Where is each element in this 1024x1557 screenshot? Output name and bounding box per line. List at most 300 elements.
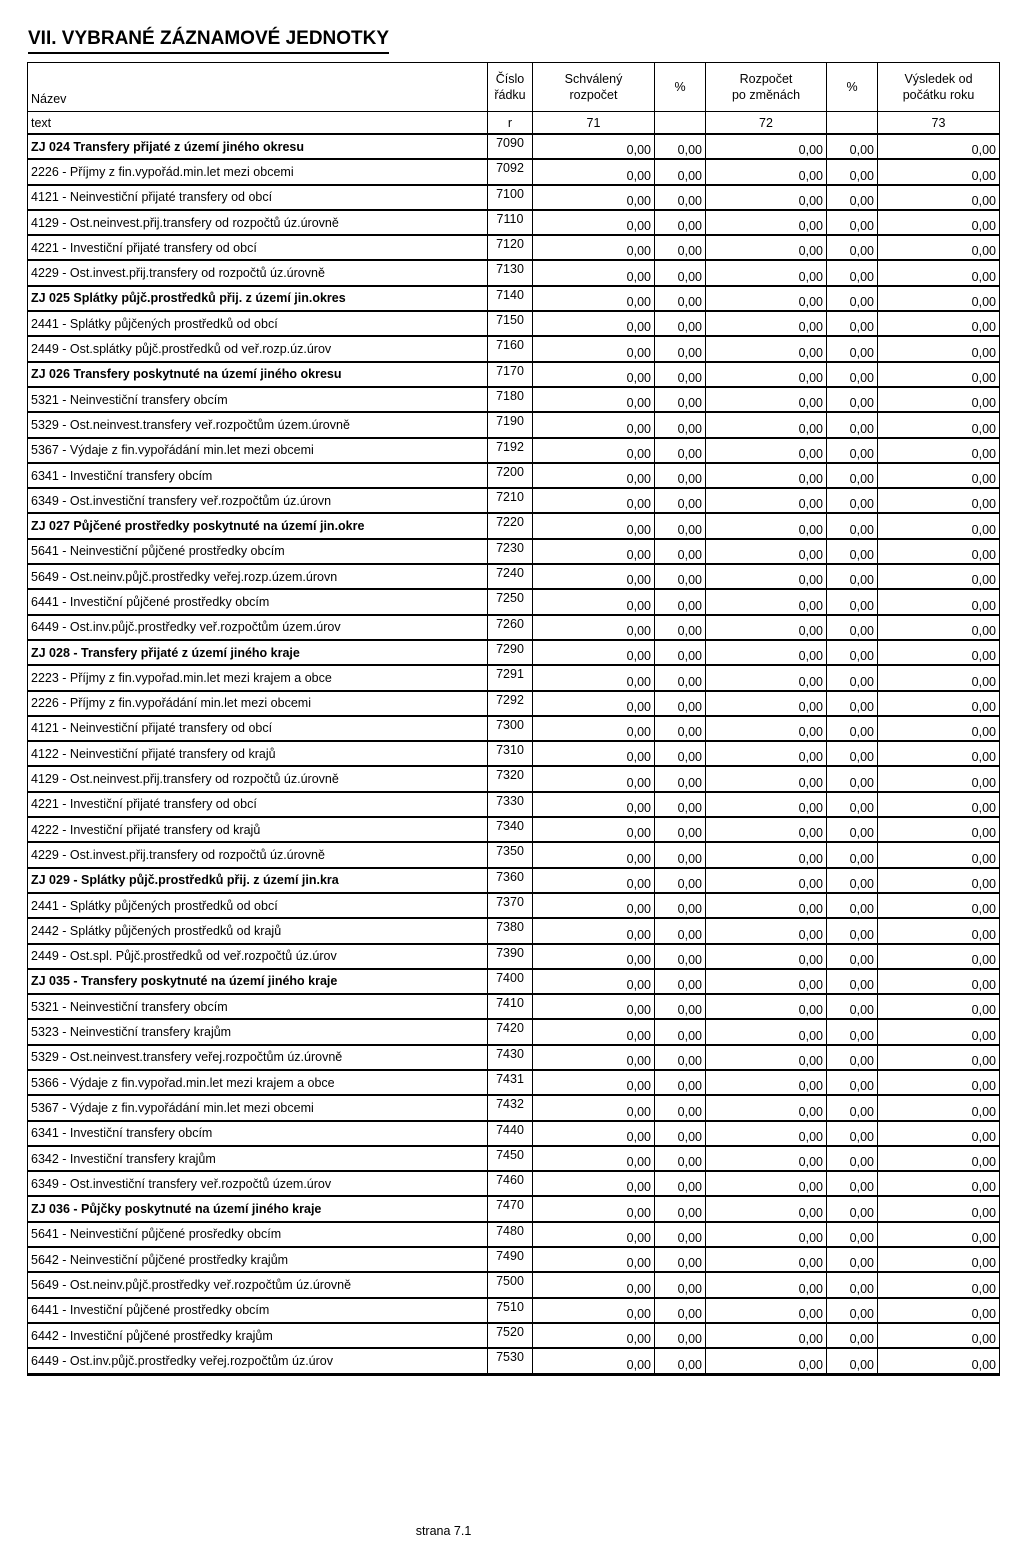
row-schvaleny-rozpocet: 0,00 <box>533 640 655 665</box>
row-schvaleny-rozpocet: 0,00 <box>533 235 655 260</box>
row-name: 5329 - Ost.neinvest.transfery veř.rozpočtům územ.úrovně <box>28 412 488 437</box>
row-schvaleny-rozpocet: 0,00 <box>533 134 655 159</box>
row-vysledek: 0,00 <box>878 488 1000 513</box>
row-percent-1: 0,00 <box>655 1272 706 1297</box>
row-name: ZJ 036 - Půjčky poskytnuté na území jiného kraje <box>28 1196 488 1221</box>
row-line-number: 7330 <box>488 792 533 817</box>
row-line-number: 7190 <box>488 412 533 437</box>
table-row <box>28 185 1000 210</box>
row-rozpocet-po-zmenach: 0,00 <box>706 1121 827 1146</box>
table-row <box>28 1121 1000 1146</box>
row-vysledek: 0,00 <box>878 589 1000 614</box>
row-vysledek: 0,00 <box>878 286 1000 311</box>
row-schvaleny-rozpocet: 0,00 <box>533 918 655 943</box>
row-percent-2: 0,00 <box>827 159 878 184</box>
row-percent-2: 0,00 <box>827 1171 878 1196</box>
row-percent-1: 0,00 <box>655 412 706 437</box>
row-vysledek: 0,00 <box>878 893 1000 918</box>
row-vysledek: 0,00 <box>878 210 1000 235</box>
row-vysledek: 0,00 <box>878 792 1000 817</box>
row-percent-1: 0,00 <box>655 1247 706 1272</box>
table-row <box>28 1196 1000 1221</box>
row-name: 6441 - Investiční půjčené prostředky obcím <box>28 1298 488 1323</box>
row-schvaleny-rozpocet: 0,00 <box>533 260 655 285</box>
header-rozpocet-po-zmenach: Rozpočet po změnách <box>706 63 827 112</box>
row-rozpocet-po-zmenach: 0,00 <box>706 159 827 184</box>
row-line-number: 7100 <box>488 185 533 210</box>
table-row <box>28 994 1000 1019</box>
row-vysledek: 0,00 <box>878 1095 1000 1120</box>
table-row <box>28 539 1000 564</box>
table-row <box>28 463 1000 488</box>
row-percent-1: 0,00 <box>655 969 706 994</box>
row-percent-1: 0,00 <box>655 438 706 463</box>
row-name: 2449 - Ost.splátky půjč.prostředků od veř.rozp.úz.úrov <box>28 336 488 361</box>
row-line-number: 7420 <box>488 1019 533 1044</box>
table-row <box>28 134 1000 159</box>
row-vysledek: 0,00 <box>878 336 1000 361</box>
row-schvaleny-rozpocet: 0,00 <box>533 716 655 741</box>
row-name: 4121 - Neinvestiční přijaté transfery od obcí <box>28 185 488 210</box>
row-schvaleny-rozpocet: 0,00 <box>533 1298 655 1323</box>
row-percent-1: 0,00 <box>655 640 706 665</box>
row-vysledek: 0,00 <box>878 944 1000 969</box>
row-rozpocet-po-zmenach: 0,00 <box>706 539 827 564</box>
row-percent-2: 0,00 <box>827 691 878 716</box>
row-rozpocet-po-zmenach: 0,00 <box>706 969 827 994</box>
row-line-number: 7410 <box>488 994 533 1019</box>
row-schvaleny-rozpocet: 0,00 <box>533 842 655 867</box>
row-vysledek: 0,00 <box>878 640 1000 665</box>
row-percent-2: 0,00 <box>827 1070 878 1095</box>
row-schvaleny-rozpocet: 0,00 <box>533 488 655 513</box>
row-rozpocet-po-zmenach: 0,00 <box>706 362 827 387</box>
row-percent-1: 0,00 <box>655 1019 706 1044</box>
row-vysledek: 0,00 <box>878 1348 1000 1374</box>
row-percent-1: 0,00 <box>655 868 706 893</box>
row-rozpocet-po-zmenach: 0,00 <box>706 766 827 791</box>
row-line-number: 7360 <box>488 868 533 893</box>
row-line-number: 7291 <box>488 665 533 690</box>
row-vysledek: 0,00 <box>878 665 1000 690</box>
table-row <box>28 817 1000 842</box>
header-cislo-radku: Číslo řádku <box>488 63 533 112</box>
row-name: 6349 - Ost.investiční transfery veř.rozpočtů územ.úrov <box>28 1171 488 1196</box>
row-schvaleny-rozpocet: 0,00 <box>533 969 655 994</box>
row-name: 6449 - Ost.inv.půjč.prostředky veř.rozpočtům územ.úrov <box>28 615 488 640</box>
row-schvaleny-rozpocet: 0,00 <box>533 362 655 387</box>
row-vysledek: 0,00 <box>878 741 1000 766</box>
row-name: 5641 - Neinvestiční půjčené prostředky obcím <box>28 539 488 564</box>
row-rozpocet-po-zmenach: 0,00 <box>706 589 827 614</box>
row-rozpocet-po-zmenach: 0,00 <box>706 1222 827 1247</box>
row-percent-2: 0,00 <box>827 741 878 766</box>
row-schvaleny-rozpocet: 0,00 <box>533 944 655 969</box>
row-schvaleny-rozpocet: 0,00 <box>533 994 655 1019</box>
subheader-73: 73 <box>878 112 1000 135</box>
row-vysledek: 0,00 <box>878 412 1000 437</box>
row-percent-2: 0,00 <box>827 1019 878 1044</box>
row-name: 5323 - Neinvestiční transfery krajům <box>28 1019 488 1044</box>
row-percent-1: 0,00 <box>655 1146 706 1171</box>
row-percent-2: 0,00 <box>827 792 878 817</box>
row-schvaleny-rozpocet: 0,00 <box>533 1095 655 1120</box>
row-percent-2: 0,00 <box>827 640 878 665</box>
row-line-number: 7380 <box>488 918 533 943</box>
row-schvaleny-rozpocet: 0,00 <box>533 311 655 336</box>
row-rozpocet-po-zmenach: 0,00 <box>706 564 827 589</box>
row-percent-1: 0,00 <box>655 185 706 210</box>
row-schvaleny-rozpocet: 0,00 <box>533 336 655 361</box>
table-row <box>28 918 1000 943</box>
row-percent-1: 0,00 <box>655 1222 706 1247</box>
row-schvaleny-rozpocet: 0,00 <box>533 539 655 564</box>
row-name: ZJ 024 Transfery přijaté z území jiného okresu <box>28 134 488 159</box>
row-percent-1: 0,00 <box>655 741 706 766</box>
table-row <box>28 286 1000 311</box>
row-name: ZJ 035 - Transfery poskytnuté na území jiného kraje <box>28 969 488 994</box>
row-percent-2: 0,00 <box>827 463 878 488</box>
row-vysledek: 0,00 <box>878 842 1000 867</box>
row-line-number: 7180 <box>488 387 533 412</box>
row-percent-1: 0,00 <box>655 994 706 1019</box>
row-name: 6449 - Ost.inv.půjč.prostředky veřej.rozpočtům úz.úrov <box>28 1348 488 1374</box>
row-name: 5649 - Ost.neinv.půjč.prostředky veř.rozpočtům úz.úrovně <box>28 1272 488 1297</box>
table-row <box>28 741 1000 766</box>
row-percent-2: 0,00 <box>827 1348 878 1374</box>
row-schvaleny-rozpocet: 0,00 <box>533 1045 655 1070</box>
row-vysledek: 0,00 <box>878 766 1000 791</box>
table-row <box>28 766 1000 791</box>
row-percent-1: 0,00 <box>655 387 706 412</box>
table-header <box>28 63 1000 112</box>
page-title: VII. VYBRANÉ ZÁZNAMOVÉ JEDNOTKY <box>28 28 389 54</box>
row-rozpocet-po-zmenach: 0,00 <box>706 1146 827 1171</box>
row-percent-2: 0,00 <box>827 210 878 235</box>
row-line-number: 7530 <box>488 1348 533 1374</box>
row-schvaleny-rozpocet: 0,00 <box>533 691 655 716</box>
table-row <box>28 1222 1000 1247</box>
row-line-number: 7170 <box>488 362 533 387</box>
row-line-number: 7220 <box>488 513 533 538</box>
row-percent-1: 0,00 <box>655 766 706 791</box>
row-vysledek: 0,00 <box>878 716 1000 741</box>
row-vysledek: 0,00 <box>878 969 1000 994</box>
row-percent-1: 0,00 <box>655 362 706 387</box>
row-rozpocet-po-zmenach: 0,00 <box>706 1348 827 1374</box>
row-vysledek: 0,00 <box>878 513 1000 538</box>
table-row <box>28 564 1000 589</box>
row-name: 6442 - Investiční půjčené prostředky krajům <box>28 1323 488 1348</box>
row-percent-1: 0,00 <box>655 159 706 184</box>
row-rozpocet-po-zmenach: 0,00 <box>706 488 827 513</box>
row-rozpocet-po-zmenach: 0,00 <box>706 1171 827 1196</box>
row-percent-1: 0,00 <box>655 842 706 867</box>
table-subheader <box>28 112 1000 135</box>
row-rozpocet-po-zmenach: 0,00 <box>706 994 827 1019</box>
row-vysledek: 0,00 <box>878 994 1000 1019</box>
row-schvaleny-rozpocet: 0,00 <box>533 1348 655 1374</box>
table-row <box>28 1070 1000 1095</box>
row-rozpocet-po-zmenach: 0,00 <box>706 1070 827 1095</box>
row-percent-2: 0,00 <box>827 1298 878 1323</box>
row-percent-2: 0,00 <box>827 665 878 690</box>
row-percent-1: 0,00 <box>655 235 706 260</box>
subheader-text: text <box>28 112 488 135</box>
row-rozpocet-po-zmenach: 0,00 <box>706 665 827 690</box>
row-schvaleny-rozpocet: 0,00 <box>533 438 655 463</box>
row-name: 4129 - Ost.neinvest.přij.transfery od rozpočtů úz.úrovně <box>28 210 488 235</box>
row-line-number: 7431 <box>488 1070 533 1095</box>
row-rozpocet-po-zmenach: 0,00 <box>706 1045 827 1070</box>
row-percent-1: 0,00 <box>655 1348 706 1374</box>
row-percent-2: 0,00 <box>827 615 878 640</box>
row-rozpocet-po-zmenach: 0,00 <box>706 210 827 235</box>
row-line-number: 7470 <box>488 1196 533 1221</box>
row-percent-2: 0,00 <box>827 918 878 943</box>
row-line-number: 7092 <box>488 159 533 184</box>
row-percent-2: 0,00 <box>827 286 878 311</box>
row-line-number: 7200 <box>488 463 533 488</box>
table-row <box>28 893 1000 918</box>
row-percent-2: 0,00 <box>827 235 878 260</box>
row-percent-1: 0,00 <box>655 716 706 741</box>
row-percent-1: 0,00 <box>655 589 706 614</box>
header-vysledek: Výsledek od počátku roku <box>878 63 1000 112</box>
row-schvaleny-rozpocet: 0,00 <box>533 387 655 412</box>
row-vysledek: 0,00 <box>878 1323 1000 1348</box>
row-rozpocet-po-zmenach: 0,00 <box>706 235 827 260</box>
table-row <box>28 387 1000 412</box>
subheader-72: 72 <box>706 112 827 135</box>
row-schvaleny-rozpocet: 0,00 <box>533 893 655 918</box>
table-row <box>28 1171 1000 1196</box>
table-row <box>28 716 1000 741</box>
table-row <box>28 412 1000 437</box>
table-row <box>28 1095 1000 1120</box>
row-rozpocet-po-zmenach: 0,00 <box>706 412 827 437</box>
table-row <box>28 842 1000 867</box>
row-line-number: 7490 <box>488 1247 533 1272</box>
row-percent-1: 0,00 <box>655 1045 706 1070</box>
row-line-number: 7400 <box>488 969 533 994</box>
row-percent-1: 0,00 <box>655 792 706 817</box>
row-rozpocet-po-zmenach: 0,00 <box>706 615 827 640</box>
table-row <box>28 868 1000 893</box>
row-rozpocet-po-zmenach: 0,00 <box>706 817 827 842</box>
row-line-number: 7240 <box>488 564 533 589</box>
row-rozpocet-po-zmenach: 0,00 <box>706 387 827 412</box>
row-line-number: 7432 <box>488 1095 533 1120</box>
row-percent-1: 0,00 <box>655 1298 706 1323</box>
row-rozpocet-po-zmenach: 0,00 <box>706 741 827 766</box>
table-row <box>28 488 1000 513</box>
row-schvaleny-rozpocet: 0,00 <box>533 1222 655 1247</box>
table-row <box>28 513 1000 538</box>
row-vysledek: 0,00 <box>878 159 1000 184</box>
row-vysledek: 0,00 <box>878 362 1000 387</box>
row-percent-1: 0,00 <box>655 1121 706 1146</box>
row-rozpocet-po-zmenach: 0,00 <box>706 311 827 336</box>
row-name: 2441 - Splátky půjčených prostředků od obcí <box>28 893 488 918</box>
row-vysledek: 0,00 <box>878 1171 1000 1196</box>
row-line-number: 7192 <box>488 438 533 463</box>
table-row <box>28 615 1000 640</box>
row-rozpocet-po-zmenach: 0,00 <box>706 1272 827 1297</box>
subheader-71: 71 <box>533 112 655 135</box>
row-name: 2226 - Příjmy z fin.vypořádání min.let mezi obcemi <box>28 691 488 716</box>
row-percent-1: 0,00 <box>655 1070 706 1095</box>
table-row <box>28 1019 1000 1044</box>
row-percent-1: 0,00 <box>655 260 706 285</box>
row-rozpocet-po-zmenach: 0,00 <box>706 134 827 159</box>
row-line-number: 7520 <box>488 1323 533 1348</box>
row-rozpocet-po-zmenach: 0,00 <box>706 1323 827 1348</box>
row-line-number: 7130 <box>488 260 533 285</box>
row-vysledek: 0,00 <box>878 311 1000 336</box>
row-schvaleny-rozpocet: 0,00 <box>533 868 655 893</box>
row-percent-2: 0,00 <box>827 438 878 463</box>
row-name: 2223 - Příjmy z fin.vypořad.min.let mezi krajem a obce <box>28 665 488 690</box>
row-line-number: 7090 <box>488 134 533 159</box>
row-percent-2: 0,00 <box>827 513 878 538</box>
table-row <box>28 1146 1000 1171</box>
row-percent-1: 0,00 <box>655 1323 706 1348</box>
row-vysledek: 0,00 <box>878 1196 1000 1221</box>
row-name: 4222 - Investiční přijaté transfery od krajů <box>28 817 488 842</box>
table-row <box>28 260 1000 285</box>
row-rozpocet-po-zmenach: 0,00 <box>706 1247 827 1272</box>
row-percent-1: 0,00 <box>655 1095 706 1120</box>
row-schvaleny-rozpocet: 0,00 <box>533 615 655 640</box>
row-schvaleny-rozpocet: 0,00 <box>533 589 655 614</box>
row-vysledek: 0,00 <box>878 438 1000 463</box>
row-name: ZJ 027 Půjčené prostředky poskytnuté na území jin.okre <box>28 513 488 538</box>
row-vysledek: 0,00 <box>878 1222 1000 1247</box>
row-name: ZJ 029 - Splátky půjč.prostředků přij. z území jin.kra <box>28 868 488 893</box>
row-line-number: 7320 <box>488 766 533 791</box>
row-rozpocet-po-zmenach: 0,00 <box>706 463 827 488</box>
row-name: 6342 - Investiční transfery krajům <box>28 1146 488 1171</box>
row-schvaleny-rozpocet: 0,00 <box>533 185 655 210</box>
row-name: 4129 - Ost.neinvest.přij.transfery od rozpočtů úz.úrovně <box>28 766 488 791</box>
row-schvaleny-rozpocet: 0,00 <box>533 286 655 311</box>
row-line-number: 7290 <box>488 640 533 665</box>
row-name: 4122 - Neinvestiční přijaté transfery od krajů <box>28 741 488 766</box>
row-name: ZJ 025 Splátky půjč.prostředků přij. z území jin.okres <box>28 286 488 311</box>
table-row <box>28 1045 1000 1070</box>
row-line-number: 7310 <box>488 741 533 766</box>
row-percent-2: 0,00 <box>827 994 878 1019</box>
row-vysledek: 0,00 <box>878 817 1000 842</box>
table-row <box>28 159 1000 184</box>
row-vysledek: 0,00 <box>878 463 1000 488</box>
row-schvaleny-rozpocet: 0,00 <box>533 463 655 488</box>
row-line-number: 7300 <box>488 716 533 741</box>
row-schvaleny-rozpocet: 0,00 <box>533 1070 655 1095</box>
row-name: 5367 - Výdaje z fin.vypořádání min.let mezi obcemi <box>28 1095 488 1120</box>
row-percent-1: 0,00 <box>655 463 706 488</box>
row-schvaleny-rozpocet: 0,00 <box>533 1121 655 1146</box>
row-name: 4221 - Investiční přijaté transfery od obcí <box>28 792 488 817</box>
row-vysledek: 0,00 <box>878 387 1000 412</box>
row-percent-2: 0,00 <box>827 1121 878 1146</box>
row-percent-1: 0,00 <box>655 817 706 842</box>
table-row <box>28 1272 1000 1297</box>
row-percent-1: 0,00 <box>655 336 706 361</box>
row-vysledek: 0,00 <box>878 539 1000 564</box>
row-vysledek: 0,00 <box>878 185 1000 210</box>
row-name: 5641 - Neinvestiční půjčené prosředky obcím <box>28 1222 488 1247</box>
row-line-number: 7450 <box>488 1146 533 1171</box>
row-vysledek: 0,00 <box>878 1121 1000 1146</box>
row-percent-2: 0,00 <box>827 1323 878 1348</box>
row-name: 6441 - Investiční půjčené prostředky obcím <box>28 589 488 614</box>
row-vysledek: 0,00 <box>878 615 1000 640</box>
table-row <box>28 1247 1000 1272</box>
row-percent-2: 0,00 <box>827 1095 878 1120</box>
row-percent-1: 0,00 <box>655 513 706 538</box>
row-rozpocet-po-zmenach: 0,00 <box>706 868 827 893</box>
row-percent-1: 0,00 <box>655 210 706 235</box>
row-percent-1: 0,00 <box>655 1196 706 1221</box>
row-percent-2: 0,00 <box>827 1196 878 1221</box>
row-percent-2: 0,00 <box>827 1247 878 1272</box>
row-name: ZJ 028 - Transfery přijaté z území jiného kraje <box>28 640 488 665</box>
row-percent-2: 0,00 <box>827 842 878 867</box>
row-percent-1: 0,00 <box>655 615 706 640</box>
row-vysledek: 0,00 <box>878 134 1000 159</box>
row-percent-1: 0,00 <box>655 691 706 716</box>
row-percent-2: 0,00 <box>827 716 878 741</box>
row-percent-1: 0,00 <box>655 286 706 311</box>
row-percent-2: 0,00 <box>827 539 878 564</box>
row-rozpocet-po-zmenach: 0,00 <box>706 260 827 285</box>
page-footer: strana 7.1 <box>415 1524 472 1538</box>
row-percent-2: 0,00 <box>827 1045 878 1070</box>
row-schvaleny-rozpocet: 0,00 <box>533 1171 655 1196</box>
row-schvaleny-rozpocet: 0,00 <box>533 412 655 437</box>
row-percent-2: 0,00 <box>827 362 878 387</box>
table-row <box>28 1298 1000 1323</box>
row-percent-2: 0,00 <box>827 311 878 336</box>
row-schvaleny-rozpocet: 0,00 <box>533 1323 655 1348</box>
row-vysledek: 0,00 <box>878 1019 1000 1044</box>
row-vysledek: 0,00 <box>878 260 1000 285</box>
row-percent-2: 0,00 <box>827 589 878 614</box>
row-percent-1: 0,00 <box>655 488 706 513</box>
row-rozpocet-po-zmenach: 0,00 <box>706 336 827 361</box>
row-percent-1: 0,00 <box>655 564 706 589</box>
row-schvaleny-rozpocet: 0,00 <box>533 792 655 817</box>
row-name: 5367 - Výdaje z fin.vypořádání min.let mezi obcemi <box>28 438 488 463</box>
row-name: ZJ 026 Transfery poskytnuté na území jiného okresu <box>28 362 488 387</box>
row-percent-1: 0,00 <box>655 134 706 159</box>
row-line-number: 7340 <box>488 817 533 842</box>
row-vysledek: 0,00 <box>878 1146 1000 1171</box>
row-schvaleny-rozpocet: 0,00 <box>533 1146 655 1171</box>
row-vysledek: 0,00 <box>878 1247 1000 1272</box>
row-vysledek: 0,00 <box>878 1070 1000 1095</box>
row-name: 2226 - Příjmy z fin.vypořád.min.let mezi obcemi <box>28 159 488 184</box>
row-line-number: 7370 <box>488 893 533 918</box>
header-percent-2: % <box>827 63 878 112</box>
row-rozpocet-po-zmenach: 0,00 <box>706 1095 827 1120</box>
row-percent-1: 0,00 <box>655 1171 706 1196</box>
table-row <box>28 691 1000 716</box>
row-percent-2: 0,00 <box>827 817 878 842</box>
row-name: 6341 - Investiční transfery obcím <box>28 463 488 488</box>
